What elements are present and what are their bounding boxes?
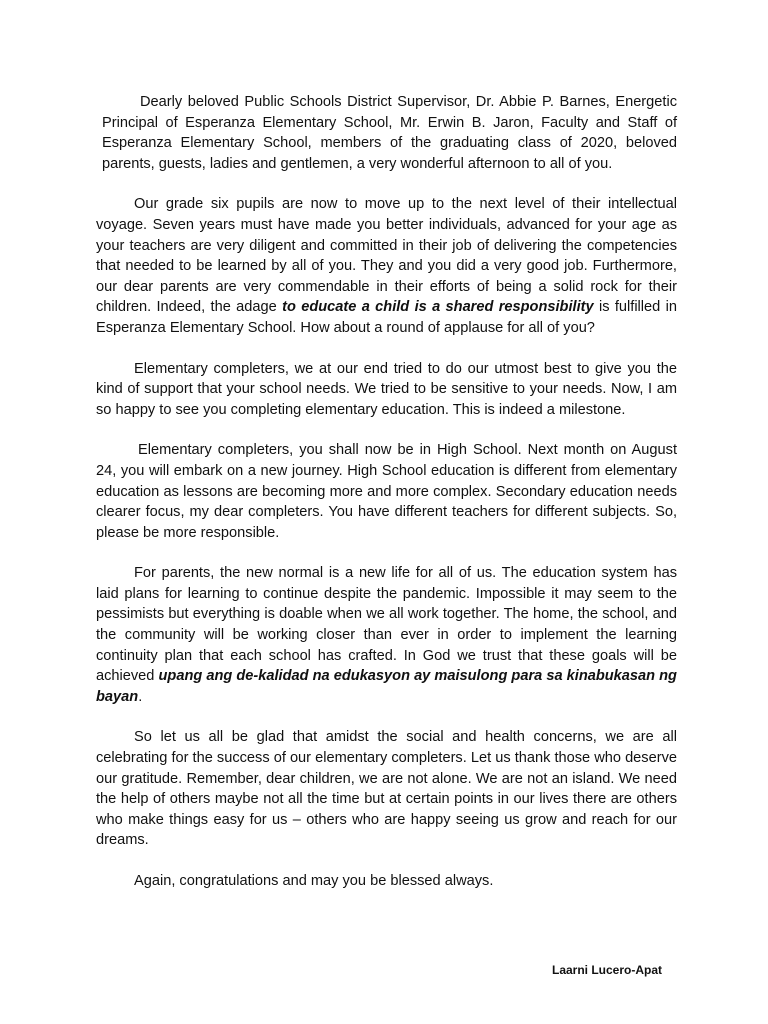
paragraph-support xyxy=(96,359,677,421)
paragraph-gratitude xyxy=(96,727,677,851)
paragraph-high-school xyxy=(96,440,677,543)
emphasized-phrase: to educate a child is a shared responsibility xyxy=(282,299,594,316)
paragraph-text: is fulfilled in Esperanza Elementary School. How about a round of applause for all of you? xyxy=(96,299,677,336)
paragraph-text: Elementary completers, you shall now be in High School. Next month on August 24, you will embark on a new journey. High School education is different from elementary education as lessons are becoming more and more complex. Secondary education needs clearer focus, my dear completers. You have different teachers for different subjects. So, please be more responsible. xyxy=(96,442,677,541)
paragraph-text: Elementary completers, we at our end tried to do our utmost best to give you the kind of support that your school needs. We tried to be sensitive to your needs. Now, I am so happy to see you completing elementary education. This is indeed a milestone. xyxy=(96,360,677,418)
paragraph-pupils xyxy=(96,194,677,338)
paragraph-text: For parents, the new normal is a new life for all of us. The education system has laid plans for learning to continue despite the pandemic. Impossible it may seem to the pessimists but everything is doable when we all work together. The home, the school, and the community will be working closer than ever in order to implement the learning continuity plan that each school has crafted. In God we trust that these goals will be achieved xyxy=(96,565,677,685)
signature-name: Laarni Lucero-Apat xyxy=(551,963,662,977)
paragraph-closing xyxy=(96,871,677,892)
emphasized-phrase: upang ang de-kalidad na edukasyon ay maisulong para sa kinabukasan ng bayan xyxy=(96,668,677,705)
paragraph-text: Dearly beloved Public Schools District Supervisor, Dr. Abbie P. Barnes, Energetic Principal of Esperanza Elementary School, Mr. Erwin B. Jaron, Faculty and Staff of Esperanza Elementary School, members of the graduating class of 2020, beloved parents, guests, ladies and gentlemen, a very wonderful afternoon to all of you. xyxy=(102,94,677,172)
paragraph-parents xyxy=(96,563,677,707)
paragraph-text: Our grade six pupils are now to move up to the next level of their intellectual voyage. Seven years must have made you better individuals, advanced for your age as your teachers are very diligent and committed in their job of delivering the competencies that needed to be learned by all of you. They and you did a very good job. Furthermore, our dear parents are very commendable in their efforts of being a solid rock for their children. Indeed, the adage xyxy=(96,196,677,316)
paragraph-greeting xyxy=(102,92,677,174)
paragraph-text: So let us all be glad that amidst the social and health concerns, we are all celebrating for the success of our elementary completers. Let us thank those who deserve our gratitude. Remember, dear children, we are not alone. We are not an island. We need the help of others maybe not all the time but at certain points in our lives there are others who make things easy for us – others who are happy seeing us grow and reach for our dreams. xyxy=(96,729,677,849)
paragraph-text: . xyxy=(138,688,143,705)
speech-body xyxy=(96,92,677,912)
paragraph-text: Again, congratulations and may you be blessed always. xyxy=(134,873,494,889)
